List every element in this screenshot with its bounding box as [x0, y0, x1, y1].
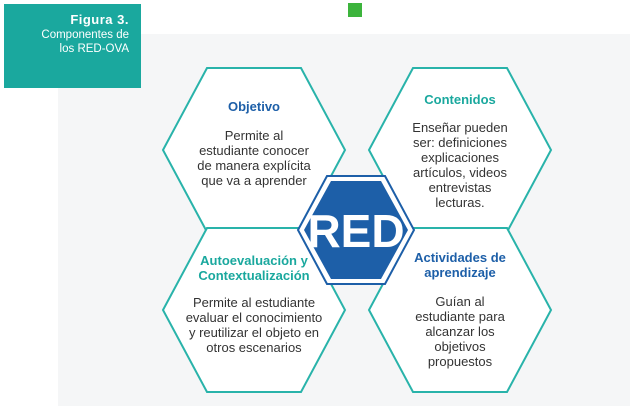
- actividades-text-line-5: propuestos: [427, 354, 493, 369]
- actividades-title-line-2: aprendizaje: [424, 265, 496, 280]
- actividades-text-line-4: objetivos: [434, 339, 486, 354]
- figure-caption-line-1: Componentes de: [41, 29, 129, 41]
- red-center-label: RED: [307, 205, 405, 257]
- autoevaluacion-text-line-3: y reutilizar el objeto en: [188, 325, 320, 340]
- actividades-text-line-1: Guían al: [435, 294, 485, 309]
- figure-caption-box: [4, 4, 141, 88]
- contenidos-text-line-3: explicaciones: [420, 150, 500, 165]
- actividades-text-line-3: alcanzar los: [425, 324, 495, 339]
- contenidos-text-line-2: ser: definiciones: [413, 135, 507, 150]
- contenidos-text-line-5: entrevistas: [428, 180, 492, 195]
- contenidos-text-line-6: lecturas.: [435, 195, 485, 210]
- figure-label: Figura 3.: [70, 12, 129, 27]
- objetivo-text-line-3: de manera explícita: [197, 158, 311, 173]
- objetivo-text-line-2: estudiante conocer: [199, 143, 309, 158]
- objetivo-title: Objetivo: [227, 99, 281, 114]
- autoevaluacion-title-line-2: Contextualización: [198, 268, 310, 283]
- contenidos-text-line-4: artículos, videos: [413, 165, 507, 180]
- figure-caption-line-2: los RED-OVA: [59, 43, 129, 55]
- autoevaluacion-text-line-4: otros escenarios: [206, 340, 302, 355]
- autoevaluacion-title-line-1: Autoevaluación y: [200, 253, 308, 268]
- autoevaluacion-text-line-2: evaluar el conocimiento: [185, 310, 323, 325]
- contenidos-text-line-1: Enseñar pueden: [412, 120, 508, 135]
- objetivo-text-line-1: Permite al: [224, 128, 284, 143]
- actividades-text-line-2: estudiante para: [415, 309, 505, 324]
- objetivo-text-line-4: que va a aprender: [201, 173, 307, 188]
- autoevaluacion-text-line-1: Permite al estudiante: [192, 295, 316, 310]
- contenidos-title: Contenidos: [424, 92, 496, 107]
- actividades-title-line-1: Actividades de: [414, 250, 506, 265]
